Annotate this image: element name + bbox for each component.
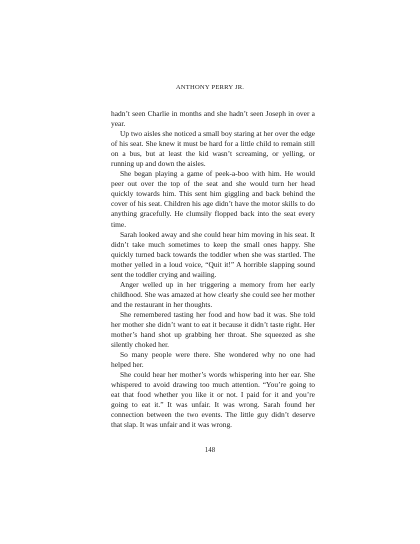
paragraph: Up two aisles she noticed a small boy staring at her over the edge of his seat. She knew it must be hard for a little child to remain still on a bus, but at least the kid wasn’t screaming, or yelling, or running up and down the aisles. <box>111 129 315 169</box>
body-text <box>111 109 315 431</box>
paragraph: She remembered tasting her food and how bad it was. She told her mother she didn’t want to eat it because it didn’t taste right. Her mother’s hand shot up grabbing her throat. She squeezed as she silently choked her. <box>111 309 315 350</box>
paragraph: hadn’t seen Charlie in months and she hadn’t seen Joseph in over a year. <box>111 109 315 129</box>
paragraph: She began playing a game of peek-a-boo with him. He would peer out over the top of the seat and she would turn her head quickly towards him. This sent him giggling and back behind the cover of his seat. Children his age didn’t have the motor skills to do anything gracefully. He clumsily flopped back into the seat every time. <box>111 169 315 229</box>
running-head: ANTHONY PERRY JR. <box>175 84 245 91</box>
page-number: 148 <box>204 447 216 454</box>
paragraph: Anger welled up in her triggering a memory from her early childhood. She was amazed at how clearly she could see her mother and the restaurant in her thoughts. <box>111 279 315 309</box>
paragraph: She could hear her mother’s words whispering into her ear. She whispered to avoid drawing too much attention. “You’re going to eat that food whether you like it or not. I paid for it and you’re going to eat it.” It was unfair. It was wrong. Sarah found her connection between the two events. The little guy didn’t deserve that slap. It was unfair and it was wrong. <box>111 370 315 430</box>
paragraph: Sarah looked away and she could hear him moving in his seat. It didn’t take much sometimes to keep the small ones happy. She quickly turned back towards the toddler when she was startled. The mother yelled in a loud voice, “Quit it!” A horrible slapping sound sent the toddler crying and wailing. <box>111 229 315 279</box>
paragraph: So many people were there. She wondered why no one had helped her. <box>111 350 315 370</box>
